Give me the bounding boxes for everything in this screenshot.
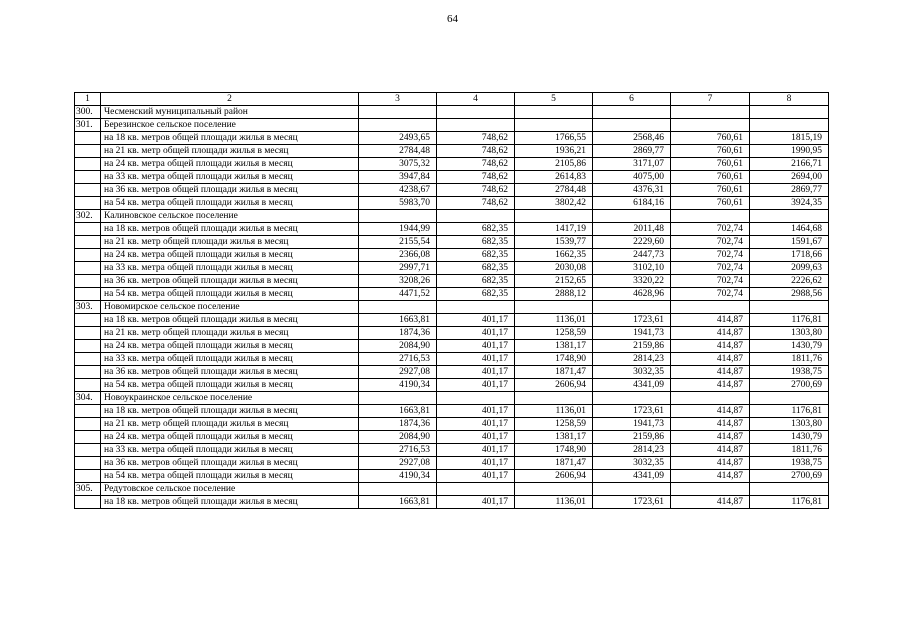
row-number [75, 262, 101, 275]
table-row [75, 496, 829, 509]
value-cell: 748,62 [437, 171, 515, 184]
value-cell: 401,17 [437, 496, 515, 509]
column-header: 5 [515, 93, 593, 106]
value-cell: 2159,86 [593, 340, 671, 353]
value-cell: 1591,67 [750, 236, 829, 249]
value-cell: 1303,80 [750, 418, 829, 431]
value-cell: 401,17 [437, 431, 515, 444]
value-cell: 682,35 [437, 275, 515, 288]
value-cell: 3208,26 [359, 275, 437, 288]
value-cell [359, 106, 437, 119]
column-header: 2 [101, 93, 359, 106]
value-cell: 2447,73 [593, 249, 671, 262]
value-cell: 401,17 [437, 444, 515, 457]
value-cell: 2366,08 [359, 249, 437, 262]
value-cell: 1136,01 [515, 405, 593, 418]
row-label: на 33 кв. метра общей площади жилья в месяц [101, 353, 359, 366]
value-cell: 1990,95 [750, 145, 829, 158]
value-cell: 3924,35 [750, 197, 829, 210]
section-row [75, 301, 829, 314]
table-row [75, 366, 829, 379]
table-row [75, 145, 829, 158]
value-cell [515, 483, 593, 496]
value-cell: 760,61 [671, 171, 750, 184]
row-number [75, 158, 101, 171]
table-row [75, 132, 829, 145]
value-cell: 1871,47 [515, 457, 593, 470]
value-cell: 2784,48 [515, 184, 593, 197]
value-cell: 2614,83 [515, 171, 593, 184]
value-cell: 702,74 [671, 275, 750, 288]
value-cell: 2814,23 [593, 353, 671, 366]
value-cell: 748,62 [437, 184, 515, 197]
value-cell: 401,17 [437, 314, 515, 327]
row-label: на 54 кв. метра общей площади жилья в месяц [101, 288, 359, 301]
row-label: на 36 кв. метров общей площади жилья в месяц [101, 457, 359, 470]
value-cell [750, 106, 829, 119]
row-number [75, 470, 101, 483]
value-cell: 1464,68 [750, 223, 829, 236]
value-cell: 414,87 [671, 314, 750, 327]
row-label: на 18 кв. метров общей площади жилья в месяц [101, 314, 359, 327]
value-cell: 414,87 [671, 496, 750, 509]
value-cell: 1811,76 [750, 444, 829, 457]
value-cell: 2927,08 [359, 366, 437, 379]
value-cell: 1723,61 [593, 405, 671, 418]
value-cell: 1176,81 [750, 496, 829, 509]
value-cell: 702,74 [671, 249, 750, 262]
value-cell: 414,87 [671, 470, 750, 483]
value-cell: 1176,81 [750, 405, 829, 418]
value-cell: 682,35 [437, 288, 515, 301]
page-number: 64 [447, 13, 458, 25]
value-cell: 414,87 [671, 353, 750, 366]
value-cell [437, 119, 515, 132]
value-cell: 2084,90 [359, 431, 437, 444]
value-cell: 1748,90 [515, 353, 593, 366]
value-cell: 401,17 [437, 405, 515, 418]
value-cell: 682,35 [437, 249, 515, 262]
row-label: на 36 кв. метров общей площади жилья в месяц [101, 275, 359, 288]
value-cell: 702,74 [671, 236, 750, 249]
value-cell: 1663,81 [359, 405, 437, 418]
value-cell [671, 483, 750, 496]
row-label: на 18 кв. метров общей площади жилья в месяц [101, 405, 359, 418]
value-cell: 2105,86 [515, 158, 593, 171]
value-cell: 2159,86 [593, 431, 671, 444]
value-cell: 1938,75 [750, 366, 829, 379]
value-cell: 401,17 [437, 470, 515, 483]
value-cell: 1136,01 [515, 496, 593, 509]
value-cell: 414,87 [671, 431, 750, 444]
value-cell: 1662,35 [515, 249, 593, 262]
value-cell: 401,17 [437, 418, 515, 431]
value-cell: 1748,90 [515, 444, 593, 457]
value-cell: 1430,79 [750, 431, 829, 444]
row-label: на 54 кв. метра общей площади жилья в месяц [101, 379, 359, 392]
row-number: 304. [75, 392, 101, 405]
row-label: на 18 кв. метров общей площади жилья в месяц [101, 132, 359, 145]
value-cell: 1936,21 [515, 145, 593, 158]
column-header: 3 [359, 93, 437, 106]
value-cell: 1815,19 [750, 132, 829, 145]
value-cell: 1941,73 [593, 327, 671, 340]
value-cell [750, 210, 829, 223]
value-cell: 2700,69 [750, 379, 829, 392]
row-number [75, 353, 101, 366]
value-cell: 1258,59 [515, 418, 593, 431]
value-cell: 1303,80 [750, 327, 829, 340]
section-row [75, 392, 829, 405]
section-title: Чесменский муниципальный район [101, 106, 359, 119]
value-cell: 4075,00 [593, 171, 671, 184]
value-cell: 702,74 [671, 223, 750, 236]
value-cell [437, 392, 515, 405]
value-cell: 1539,77 [515, 236, 593, 249]
value-cell: 2869,77 [593, 145, 671, 158]
value-cell: 3947,84 [359, 171, 437, 184]
value-cell: 414,87 [671, 444, 750, 457]
value-cell: 1381,17 [515, 340, 593, 353]
value-cell: 702,74 [671, 262, 750, 275]
row-number [75, 275, 101, 288]
value-cell: 3032,35 [593, 457, 671, 470]
row-label: на 54 кв. метра общей площади жилья в месяц [101, 197, 359, 210]
value-cell: 748,62 [437, 145, 515, 158]
value-cell: 4190,34 [359, 379, 437, 392]
row-label: на 36 кв. метров общей площади жилья в месяц [101, 366, 359, 379]
value-cell [750, 392, 829, 405]
value-cell: 414,87 [671, 457, 750, 470]
value-cell: 2568,46 [593, 132, 671, 145]
value-cell [593, 106, 671, 119]
value-cell: 760,61 [671, 197, 750, 210]
value-cell: 682,35 [437, 236, 515, 249]
table-row [75, 431, 829, 444]
column-header: 6 [593, 93, 671, 106]
row-label: на 54 кв. метра общей площади жилья в месяц [101, 470, 359, 483]
value-cell: 414,87 [671, 418, 750, 431]
value-cell [593, 392, 671, 405]
value-cell: 1874,36 [359, 327, 437, 340]
row-number: 302. [75, 210, 101, 223]
section-row [75, 106, 829, 119]
row-label: на 21 кв. метр общей площади жилья в месяц [101, 236, 359, 249]
value-cell: 682,35 [437, 262, 515, 275]
row-number [75, 171, 101, 184]
table-row [75, 197, 829, 210]
table-row [75, 444, 829, 457]
value-cell [671, 106, 750, 119]
value-cell [750, 119, 829, 132]
row-number [75, 379, 101, 392]
value-cell [515, 119, 593, 132]
value-cell: 1811,76 [750, 353, 829, 366]
value-cell [750, 483, 829, 496]
section-title: Новомирское сельское поселение [101, 301, 359, 314]
value-cell: 414,87 [671, 405, 750, 418]
value-cell: 2493,65 [359, 132, 437, 145]
value-cell: 401,17 [437, 327, 515, 340]
row-label: на 24 кв. метра общей площади жилья в месяц [101, 340, 359, 353]
table-row [75, 418, 829, 431]
column-header: 1 [75, 93, 101, 106]
column-header: 8 [750, 93, 829, 106]
table-row [75, 184, 829, 197]
value-cell: 2927,08 [359, 457, 437, 470]
section-title: Калиновское сельское поселение [101, 210, 359, 223]
value-cell: 2011,48 [593, 223, 671, 236]
row-label: на 21 кв. метр общей площади жилья в месяц [101, 145, 359, 158]
value-cell: 3102,10 [593, 262, 671, 275]
value-cell: 2694,00 [750, 171, 829, 184]
value-cell: 1136,01 [515, 314, 593, 327]
value-cell [515, 301, 593, 314]
value-cell: 2988,56 [750, 288, 829, 301]
row-label: на 24 кв. метра общей площади жилья в месяц [101, 431, 359, 444]
section-row [75, 210, 829, 223]
value-cell: 702,74 [671, 288, 750, 301]
value-cell: 1723,61 [593, 496, 671, 509]
table-header-row [75, 93, 829, 106]
value-cell: 3320,22 [593, 275, 671, 288]
value-cell: 682,35 [437, 223, 515, 236]
value-cell: 2814,23 [593, 444, 671, 457]
value-cell: 401,17 [437, 353, 515, 366]
section-title: Новоукраинское сельское поселение [101, 392, 359, 405]
value-cell [359, 483, 437, 496]
value-cell: 760,61 [671, 158, 750, 171]
value-cell [437, 210, 515, 223]
value-cell [671, 392, 750, 405]
value-cell: 1663,81 [359, 314, 437, 327]
value-cell: 6184,16 [593, 197, 671, 210]
value-cell: 1723,61 [593, 314, 671, 327]
table-row [75, 353, 829, 366]
value-cell [437, 301, 515, 314]
column-header: 7 [671, 93, 750, 106]
value-cell: 401,17 [437, 379, 515, 392]
value-cell: 760,61 [671, 145, 750, 158]
row-number [75, 405, 101, 418]
value-cell [671, 210, 750, 223]
value-cell: 414,87 [671, 366, 750, 379]
row-label: на 18 кв. метров общей площади жилья в месяц [101, 223, 359, 236]
value-cell [359, 301, 437, 314]
value-cell [515, 210, 593, 223]
value-cell: 1941,73 [593, 418, 671, 431]
row-number [75, 145, 101, 158]
value-cell [359, 392, 437, 405]
value-cell [671, 301, 750, 314]
row-number [75, 496, 101, 509]
table-row [75, 171, 829, 184]
section-row [75, 119, 829, 132]
value-cell [515, 392, 593, 405]
column-header: 4 [437, 93, 515, 106]
value-cell: 1944,99 [359, 223, 437, 236]
value-cell: 748,62 [437, 132, 515, 145]
value-cell: 4628,96 [593, 288, 671, 301]
row-label: на 24 кв. метра общей площади жилья в месяц [101, 249, 359, 262]
row-number: 305. [75, 483, 101, 496]
value-cell [593, 301, 671, 314]
row-number [75, 366, 101, 379]
value-cell [359, 119, 437, 132]
row-label: на 21 кв. метр общей площади жилья в месяц [101, 418, 359, 431]
value-cell: 2084,90 [359, 340, 437, 353]
row-number [75, 444, 101, 457]
table-row [75, 314, 829, 327]
value-cell: 1718,66 [750, 249, 829, 262]
table-row [75, 158, 829, 171]
table-row [75, 457, 829, 470]
value-cell [593, 119, 671, 132]
row-number: 300. [75, 106, 101, 119]
table-row [75, 340, 829, 353]
value-cell: 2606,94 [515, 470, 593, 483]
value-cell [359, 210, 437, 223]
value-cell: 2226,62 [750, 275, 829, 288]
row-number [75, 418, 101, 431]
row-number: 303. [75, 301, 101, 314]
value-cell: 2784,48 [359, 145, 437, 158]
value-cell: 2888,12 [515, 288, 593, 301]
value-cell: 1874,36 [359, 418, 437, 431]
row-label: на 24 кв. метра общей площади жилья в месяц [101, 158, 359, 171]
value-cell: 2716,53 [359, 353, 437, 366]
value-cell: 1871,47 [515, 366, 593, 379]
section-row [75, 483, 829, 496]
row-number [75, 223, 101, 236]
value-cell: 3802,42 [515, 197, 593, 210]
value-cell: 2166,71 [750, 158, 829, 171]
row-number [75, 327, 101, 340]
section-title: Редутовское сельское поселение [101, 483, 359, 496]
value-cell: 1430,79 [750, 340, 829, 353]
row-number [75, 314, 101, 327]
value-cell [437, 106, 515, 119]
table-row [75, 470, 829, 483]
row-number [75, 132, 101, 145]
value-cell [437, 483, 515, 496]
row-number [75, 340, 101, 353]
value-cell: 2997,71 [359, 262, 437, 275]
value-cell: 1176,81 [750, 314, 829, 327]
row-label: на 33 кв. метра общей площади жилья в месяц [101, 171, 359, 184]
row-number [75, 431, 101, 444]
value-cell: 3032,35 [593, 366, 671, 379]
value-cell: 1766,55 [515, 132, 593, 145]
value-cell: 760,61 [671, 132, 750, 145]
value-cell: 2152,65 [515, 275, 593, 288]
value-cell: 2700,69 [750, 470, 829, 483]
value-cell: 4376,31 [593, 184, 671, 197]
value-cell: 2155,54 [359, 236, 437, 249]
value-cell [671, 119, 750, 132]
table-row [75, 379, 829, 392]
row-number [75, 236, 101, 249]
row-label: на 33 кв. метра общей площади жилья в месяц [101, 262, 359, 275]
table-row [75, 262, 829, 275]
row-number [75, 197, 101, 210]
table-row [75, 327, 829, 340]
value-cell: 401,17 [437, 457, 515, 470]
row-number [75, 457, 101, 470]
value-cell: 3171,07 [593, 158, 671, 171]
value-cell: 4190,34 [359, 470, 437, 483]
row-number: 301. [75, 119, 101, 132]
value-cell: 760,61 [671, 184, 750, 197]
row-number [75, 288, 101, 301]
table-row [75, 405, 829, 418]
table-row [75, 275, 829, 288]
table-row [75, 249, 829, 262]
value-cell: 414,87 [671, 340, 750, 353]
value-cell: 4471,52 [359, 288, 437, 301]
value-cell: 3075,32 [359, 158, 437, 171]
section-title: Березинское сельское поселение [101, 119, 359, 132]
value-cell: 401,17 [437, 340, 515, 353]
value-cell [515, 106, 593, 119]
value-cell: 5983,70 [359, 197, 437, 210]
value-cell: 2229,60 [593, 236, 671, 249]
value-cell: 748,62 [437, 197, 515, 210]
row-label: на 18 кв. метров общей площади жилья в месяц [101, 496, 359, 509]
row-label: на 33 кв. метра общей площади жилья в месяц [101, 444, 359, 457]
table-row [75, 288, 829, 301]
value-cell [593, 483, 671, 496]
value-cell: 414,87 [671, 379, 750, 392]
value-cell: 1938,75 [750, 457, 829, 470]
value-cell: 2606,94 [515, 379, 593, 392]
value-cell: 4238,67 [359, 184, 437, 197]
value-cell: 401,17 [437, 366, 515, 379]
value-cell: 1663,81 [359, 496, 437, 509]
table-row [75, 223, 829, 236]
row-label: на 21 кв. метр общей площади жилья в месяц [101, 327, 359, 340]
value-cell [750, 301, 829, 314]
value-cell: 4341,09 [593, 470, 671, 483]
value-cell: 2099,63 [750, 262, 829, 275]
value-cell: 1381,17 [515, 431, 593, 444]
row-number [75, 249, 101, 262]
row-number [75, 184, 101, 197]
table-row [75, 236, 829, 249]
value-cell: 1417,19 [515, 223, 593, 236]
value-cell: 748,62 [437, 158, 515, 171]
value-cell: 2869,77 [750, 184, 829, 197]
value-cell: 2716,53 [359, 444, 437, 457]
value-cell: 2030,08 [515, 262, 593, 275]
row-label: на 36 кв. метров общей площади жилья в месяц [101, 184, 359, 197]
value-cell: 1258,59 [515, 327, 593, 340]
tariff-table [74, 92, 829, 509]
value-cell: 414,87 [671, 327, 750, 340]
value-cell [593, 210, 671, 223]
value-cell: 4341,09 [593, 379, 671, 392]
